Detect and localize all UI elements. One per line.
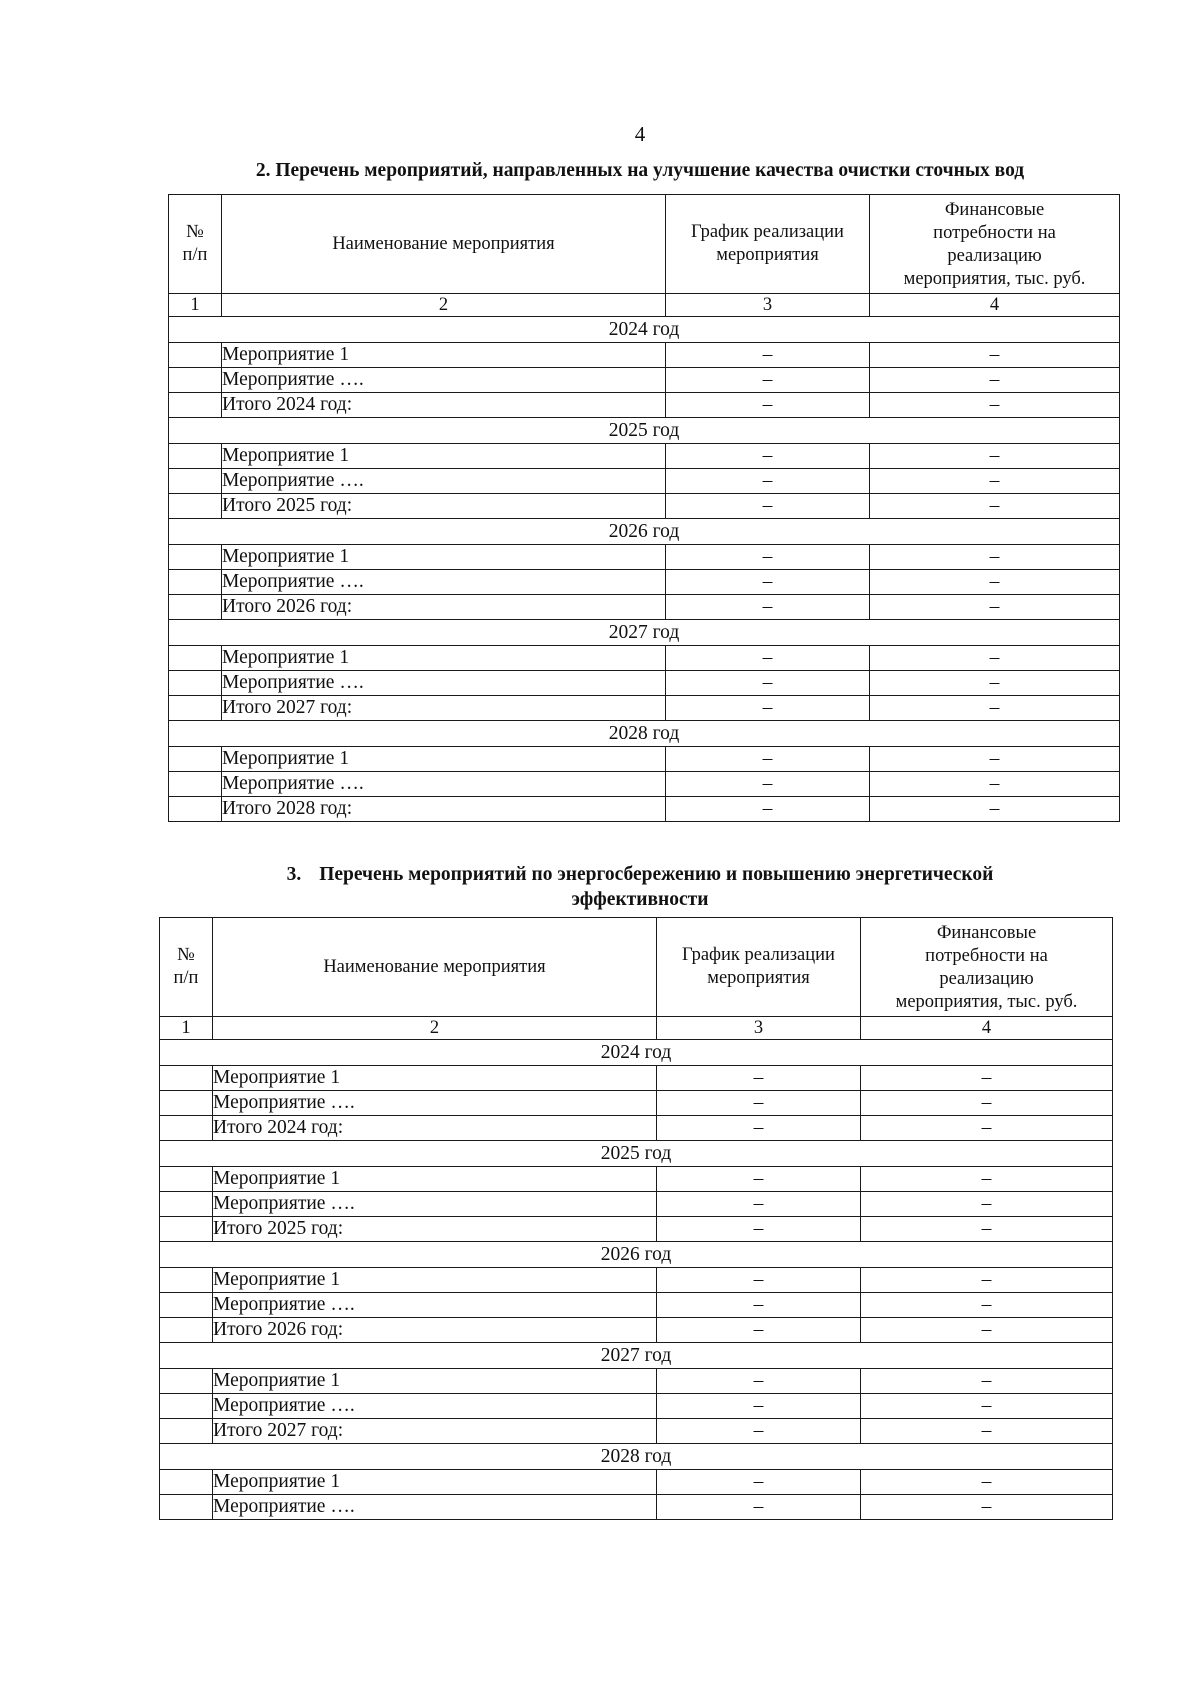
- year-group-row: [169, 317, 1120, 343]
- schedule-cell: –: [666, 444, 870, 469]
- table-row: [169, 772, 1120, 797]
- finance-cell: –: [870, 646, 1120, 671]
- header-schedule: [657, 918, 861, 1017]
- row-number-cell: [169, 797, 222, 822]
- measure-name: Мероприятие ….: [222, 368, 666, 393]
- total-row: [160, 1419, 1113, 1444]
- finance-cell: –: [861, 1066, 1113, 1091]
- year-heading: 2025 год: [160, 1141, 1113, 1167]
- header-finance-line: реализацию: [939, 969, 1034, 989]
- year-heading: 2026 год: [160, 1242, 1113, 1268]
- column-index: 2: [222, 294, 666, 317]
- row-number-cell: [169, 772, 222, 797]
- total-label: Итого 2027 год:: [213, 1419, 657, 1444]
- finance-cell: –: [870, 595, 1120, 620]
- row-number-cell: [169, 545, 222, 570]
- finance-cell: –: [861, 1293, 1113, 1318]
- finance-cell: –: [861, 1268, 1113, 1293]
- finance-cell: –: [861, 1318, 1113, 1343]
- table-header-row: [169, 195, 1120, 294]
- header-schedule-line: мероприятия: [716, 245, 819, 265]
- column-index-row: [169, 294, 1120, 317]
- page-number: 4: [634, 122, 646, 146]
- measure-name: Мероприятие 1: [213, 1066, 657, 1091]
- header-finance-line: потребности на: [925, 946, 1048, 966]
- measure-name: Мероприятие 1: [213, 1470, 657, 1495]
- total-label: Итого 2024 год:: [213, 1116, 657, 1141]
- table-row: [169, 545, 1120, 570]
- section-3-title-line: эффективности: [571, 889, 709, 910]
- section-2-title: 2. Перечень мероприятий, направленных на улучшение качества очистки сточных вод: [255, 160, 1025, 181]
- total-label: Итого 2026 год:: [222, 595, 666, 620]
- measure-name: Мероприятие 1: [222, 747, 666, 772]
- measure-name: Мероприятие ….: [222, 570, 666, 595]
- header-name: Наименование мероприятия: [222, 195, 666, 294]
- measure-name: Мероприятие ….: [213, 1293, 657, 1318]
- total-label: Итого 2027 год:: [222, 696, 666, 721]
- total-row: [169, 797, 1120, 822]
- finance-cell: –: [870, 545, 1120, 570]
- row-number-cell: [160, 1419, 213, 1444]
- table-row: [169, 343, 1120, 368]
- finance-cell: –: [861, 1217, 1113, 1242]
- measure-name: Мероприятие ….: [213, 1091, 657, 1116]
- row-number-cell: [160, 1318, 213, 1343]
- table-row: [169, 469, 1120, 494]
- schedule-cell: –: [666, 343, 870, 368]
- row-number-cell: [169, 646, 222, 671]
- table-body: [169, 317, 1120, 822]
- schedule-cell: –: [666, 747, 870, 772]
- finance-cell: –: [870, 343, 1120, 368]
- row-number-cell: [160, 1116, 213, 1141]
- row-number-cell: [160, 1394, 213, 1419]
- year-group-row: [169, 721, 1120, 747]
- measure-name: Мероприятие 1: [222, 343, 666, 368]
- measure-name: Мероприятие ….: [213, 1394, 657, 1419]
- schedule-cell: –: [657, 1470, 861, 1495]
- measure-name: Мероприятие ….: [222, 671, 666, 696]
- year-heading: 2025 год: [169, 418, 1120, 444]
- row-number-cell: [169, 368, 222, 393]
- measure-name: Мероприятие 1: [213, 1167, 657, 1192]
- table-row: [160, 1192, 1113, 1217]
- header-schedule-line: мероприятия: [707, 968, 810, 988]
- finance-cell: –: [861, 1167, 1113, 1192]
- finance-cell: –: [861, 1369, 1113, 1394]
- column-index: 3: [657, 1017, 861, 1040]
- finance-cell: –: [870, 494, 1120, 519]
- table-row: [160, 1394, 1113, 1419]
- year-heading: 2028 год: [160, 1444, 1113, 1470]
- finance-cell: –: [861, 1470, 1113, 1495]
- table-header-row: [160, 918, 1113, 1017]
- schedule-cell: –: [657, 1268, 861, 1293]
- year-heading: 2027 год: [160, 1343, 1113, 1369]
- header-finance-line: мероприятия, тыс. руб.: [895, 992, 1078, 1012]
- table-row: [169, 671, 1120, 696]
- header-finance-line: Финансовые: [944, 200, 1045, 220]
- header-num-line: №: [186, 222, 204, 242]
- total-label: Итого 2028 год:: [222, 797, 666, 822]
- finance-cell: –: [870, 671, 1120, 696]
- column-index: 4: [861, 1017, 1113, 1040]
- total-row: [169, 494, 1120, 519]
- measure-name: Мероприятие ….: [222, 772, 666, 797]
- total-label: Итого 2025 год:: [222, 494, 666, 519]
- schedule-cell: –: [666, 671, 870, 696]
- row-number-cell: [160, 1369, 213, 1394]
- finance-cell: –: [870, 570, 1120, 595]
- schedule-cell: –: [657, 1167, 861, 1192]
- schedule-cell: –: [666, 368, 870, 393]
- measure-name: Мероприятие ….: [213, 1495, 657, 1520]
- table-row: [160, 1066, 1113, 1091]
- row-number-cell: [169, 570, 222, 595]
- schedule-cell: –: [666, 797, 870, 822]
- total-row: [169, 696, 1120, 721]
- measures-table-energy-saving: [159, 917, 1113, 1520]
- total-label: Итого 2024 год:: [222, 393, 666, 418]
- table-row: [160, 1470, 1113, 1495]
- table-row: [169, 747, 1120, 772]
- section-3-title-line: Перечень мероприятий по энергосбережению и повышению энергетической: [319, 864, 994, 885]
- year-group-row: [160, 1141, 1113, 1167]
- finance-cell: –: [870, 696, 1120, 721]
- schedule-cell: –: [657, 1318, 861, 1343]
- header-finance: [870, 195, 1120, 294]
- schedule-cell: –: [657, 1116, 861, 1141]
- schedule-cell: –: [666, 570, 870, 595]
- row-number-cell: [160, 1192, 213, 1217]
- schedule-cell: –: [657, 1419, 861, 1444]
- finance-cell: –: [870, 444, 1120, 469]
- finance-cell: –: [870, 747, 1120, 772]
- measure-name: Мероприятие 1: [222, 444, 666, 469]
- total-row: [160, 1116, 1113, 1141]
- schedule-cell: –: [666, 469, 870, 494]
- schedule-cell: –: [666, 772, 870, 797]
- schedule-cell: –: [657, 1192, 861, 1217]
- row-number-cell: [169, 494, 222, 519]
- year-group-row: [169, 620, 1120, 646]
- header-finance-line: потребности на: [933, 223, 1056, 243]
- row-number-cell: [169, 343, 222, 368]
- year-heading: 2027 год: [169, 620, 1120, 646]
- row-number-cell: [169, 469, 222, 494]
- row-number-cell: [169, 671, 222, 696]
- schedule-cell: –: [666, 393, 870, 418]
- column-index: 2: [213, 1017, 657, 1040]
- schedule-cell: –: [657, 1091, 861, 1116]
- finance-cell: –: [870, 393, 1120, 418]
- table-row: [160, 1091, 1113, 1116]
- schedule-cell: –: [666, 595, 870, 620]
- year-heading: 2024 год: [160, 1040, 1113, 1066]
- finance-cell: –: [870, 469, 1120, 494]
- finance-cell: –: [861, 1394, 1113, 1419]
- row-number-cell: [169, 444, 222, 469]
- row-number-cell: [160, 1268, 213, 1293]
- year-group-row: [169, 519, 1120, 545]
- schedule-cell: –: [657, 1394, 861, 1419]
- year-group-row: [169, 418, 1120, 444]
- row-number-cell: [160, 1091, 213, 1116]
- header-schedule: [666, 195, 870, 294]
- header-num: [169, 195, 222, 294]
- total-row: [169, 393, 1120, 418]
- row-number-cell: [169, 747, 222, 772]
- finance-cell: –: [861, 1116, 1113, 1141]
- row-number-cell: [160, 1470, 213, 1495]
- row-number-cell: [169, 696, 222, 721]
- row-number-cell: [160, 1066, 213, 1091]
- header-finance-line: реализацию: [947, 246, 1042, 266]
- row-number-cell: [160, 1217, 213, 1242]
- table-row: [169, 444, 1120, 469]
- schedule-cell: –: [666, 494, 870, 519]
- finance-cell: –: [861, 1192, 1113, 1217]
- finance-cell: –: [861, 1091, 1113, 1116]
- year-group-row: [160, 1444, 1113, 1470]
- schedule-cell: –: [657, 1293, 861, 1318]
- column-index: 4: [870, 294, 1120, 317]
- year-heading: 2028 год: [169, 721, 1120, 747]
- total-label: Итого 2026 год:: [213, 1318, 657, 1343]
- schedule-cell: –: [666, 696, 870, 721]
- measure-name: Мероприятие ….: [222, 469, 666, 494]
- header-num-line: №: [177, 945, 195, 965]
- table-body: [160, 1040, 1113, 1520]
- measure-name: Мероприятие 1: [222, 646, 666, 671]
- schedule-cell: –: [657, 1217, 861, 1242]
- row-number-cell: [160, 1293, 213, 1318]
- total-label: Итого 2025 год:: [213, 1217, 657, 1242]
- year-heading: 2024 год: [169, 317, 1120, 343]
- schedule-cell: –: [666, 545, 870, 570]
- header-name: Наименование мероприятия: [213, 918, 657, 1017]
- measures-table-wastewater: [168, 194, 1120, 822]
- finance-cell: –: [870, 797, 1120, 822]
- header-finance-line: мероприятия, тыс. руб.: [903, 269, 1086, 289]
- table-row: [160, 1293, 1113, 1318]
- measure-name: Мероприятие 1: [213, 1369, 657, 1394]
- table-row: [169, 570, 1120, 595]
- section-3-number: 3.: [286, 864, 302, 885]
- total-row: [160, 1217, 1113, 1242]
- measure-name: Мероприятие ….: [213, 1192, 657, 1217]
- row-number-cell: [169, 393, 222, 418]
- table-row: [169, 368, 1120, 393]
- table-row: [160, 1167, 1113, 1192]
- finance-cell: –: [861, 1419, 1113, 1444]
- header-num: [160, 918, 213, 1017]
- total-row: [160, 1318, 1113, 1343]
- column-index: 1: [160, 1017, 213, 1040]
- schedule-cell: –: [657, 1369, 861, 1394]
- schedule-cell: –: [666, 646, 870, 671]
- header-num-line: п/п: [182, 245, 208, 265]
- year-group-row: [160, 1040, 1113, 1066]
- row-number-cell: [169, 595, 222, 620]
- year-group-row: [160, 1242, 1113, 1268]
- schedule-cell: –: [657, 1066, 861, 1091]
- header-schedule-line: График реализации: [691, 222, 844, 242]
- section-3-title: [160, 862, 1120, 912]
- finance-cell: –: [870, 368, 1120, 393]
- year-heading: 2026 год: [169, 519, 1120, 545]
- header-num-line: п/п: [173, 968, 199, 988]
- table-row: [160, 1369, 1113, 1394]
- year-group-row: [160, 1343, 1113, 1369]
- table-row: [160, 1495, 1113, 1520]
- column-index: 3: [666, 294, 870, 317]
- total-row: [169, 595, 1120, 620]
- row-number-cell: [160, 1167, 213, 1192]
- table-row: [160, 1268, 1113, 1293]
- table-row: [169, 646, 1120, 671]
- finance-cell: –: [861, 1495, 1113, 1520]
- finance-cell: –: [870, 772, 1120, 797]
- schedule-cell: –: [657, 1495, 861, 1520]
- measure-name: Мероприятие 1: [222, 545, 666, 570]
- header-finance: [861, 918, 1113, 1017]
- header-finance-line: Финансовые: [936, 923, 1037, 943]
- header-schedule-line: График реализации: [682, 945, 835, 965]
- measure-name: Мероприятие 1: [213, 1268, 657, 1293]
- row-number-cell: [160, 1495, 213, 1520]
- column-index-row: [160, 1017, 1113, 1040]
- column-index: 1: [169, 294, 222, 317]
